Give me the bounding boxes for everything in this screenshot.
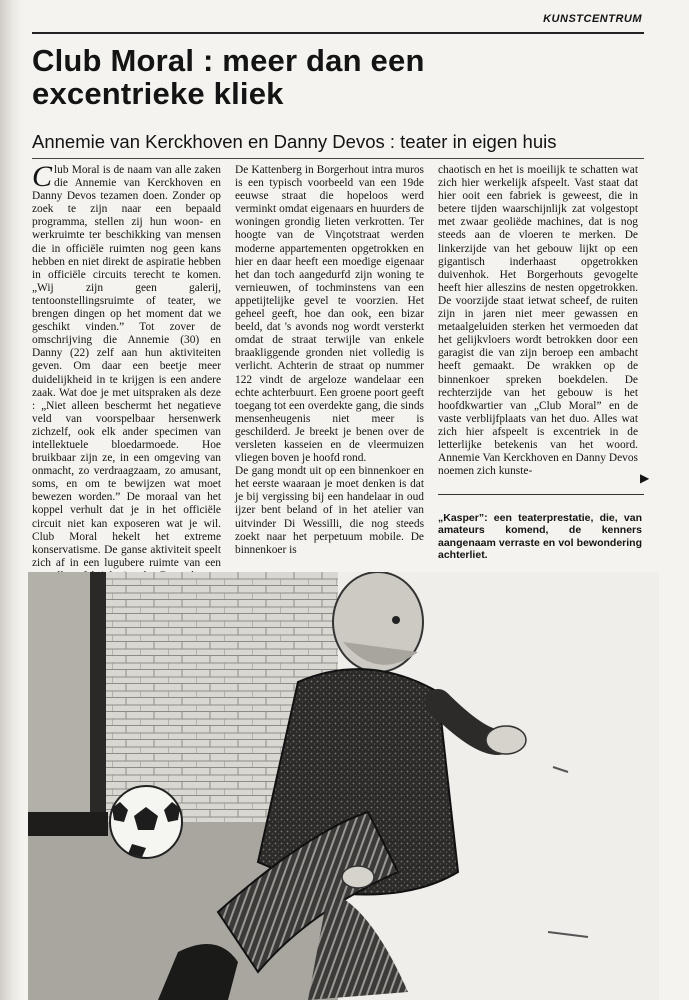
article-column-1 [32,160,221,596]
caption-rule [438,494,644,495]
photo-caption: „Kasper”: een teaterprestatie, die, van amateurs komend, de kenners aangenaam verraste en vol bewondering achterliet. [438,512,642,562]
column-3-text: chaotisch en het is moeilijk te schatten wat zich hier werkelijk afspeelt. Vast staat dat hier ooit een fabriek is geweest, die in betere tijden waarschijnlijk zat volgestopt met zwaar geoliëde machines, dat is nog steeds aan de vloeren te merken. De linkerzijde van het gebouw lijkt op een gigantisch inderhaast opgetrokken duivenhok. Het Borgerhouts gevogelte heeft hier alleszins de nesten opgetrokken. De voorzijde staat ietwat scheef, de ruiten zijn in jaren niet meer gewassen en metaalgeluiden sterken het vermoeden dat het gelijkvloers wordt betrokken door een garagist die van zijn beroep een ambacht heeft gemaakt. De wrakken op de binnenkoer spreken boekdelen. De rechterzijde van het gebouw is het hoofdkwartier van „Club Moral” en de vaste verblijfplaats van het duo. Alles wat zich hier afspeelt is excentriek in de letterlijke betekenis van het woord. Annemie Van Kerckhoven en Danny Devos noemen zich kunste- [438,164,638,478]
section-label: KUNSTCENTRUM [543,13,642,25]
football-icon [110,786,182,858]
column-2-text: De Kattenberg in Borgerhout intra muros is een typisch voorbeeld van een 19de eeuwse straat die hopeloos werd verminkt omdat eigenaars en huurders de woningen grondig lieten verkrotten. Ter hoogte van de Vinçotstraat werden moderne appartementen opgetrokken en hier en daar heeft een moedige eigenaar het dan toch aangedurfd zijn woning te vernieuwen, of tochminstens van een appetijtelijke gevel te voorzien. Het geheel geeft, hoe dan ook, een bizar beeld, dat 's avonds nog wordt versterkt omdat de straat terwijle van enkele braakliggende gronden niet volledig is verlicht. Achterin de straat op nummer 122 vindt de argeloze wandelaar een echte achterbuurt. Een groene poort geeft toegang tot een overdekte gang, die sinds mensenheugenis niet meer is geschilderd. Je breekt je benen over de versleten kasseien en de vleermuizen vliegen boven je hoofd rond. De gang mondt uit op een binnenkoer en het eerste waaraan je moet denken is dat je bij vergissing bij een handelaar in oud ijzer bent beland of in het atelier van uitvinder Di Wessilli, die nog steeds zoekt naar het perpetuum mobile. De binnenkoer is [235,164,424,556]
photo-illustration [28,572,659,1000]
article-column-3 [438,164,638,478]
top-rule [32,32,644,34]
article-column-2 [235,164,424,557]
drop-cap: C [32,160,53,193]
continue-arrow-icon: ▶ [640,471,650,485]
subtitle: Annemie van Kerckhoven en Danny Devos : teater in eigen huis [32,131,557,152]
column-1-text: lub Moral is de naam van alle zaken die Annemie van Kerckhoven en Danny Devos tezamen doen. Zonder op zoek te zijn naar een bepaald programma, stellen zij hun woon- en werkruimte ter beschikking van mensen die in officiële ruimten nog geen kans hebben en niet direkt de aspiratie hebben in officiële circuits terecht te komen. „Wij zijn geen galerij, tentoonstellingsruimte of teater, we brengen dingen op het moment dat we geschikt vinden.” Tot zover de omschrijving die Annemie (30) en Danny (22) zelf aan hun aktiviteiten geven. Om daar een beetje meer duidelijkheid in te krijgen is een andere zaak. Wat doe je met uitspraken als deze : „Niet alleen beschermt het negatieve veld van voorspelbaar hersenwerk zichzelf, ook elk ander specimen van intellektuele bloedarmoede. Hoe bruikbaar zijn ze, in een omgeving van onmacht, zo verdraagzaam, zo amusant, soms, en om te bewijzen wat moet bewezen worden.” De moraal van het koppel verhult dat je in het officiële circuit niet kan exposeren wat je wil. Club Moral hekelt het extreme konservatisme. De ganse aktiviteit speelt zich af in een lugubere ruimte van een [32,164,221,569]
performance-photo [28,572,659,1000]
page-fold-shadow [0,0,22,1000]
subtitle-rule [32,158,644,159]
headline: Club Moral : meer dan een excentrieke kliek [32,43,425,111]
